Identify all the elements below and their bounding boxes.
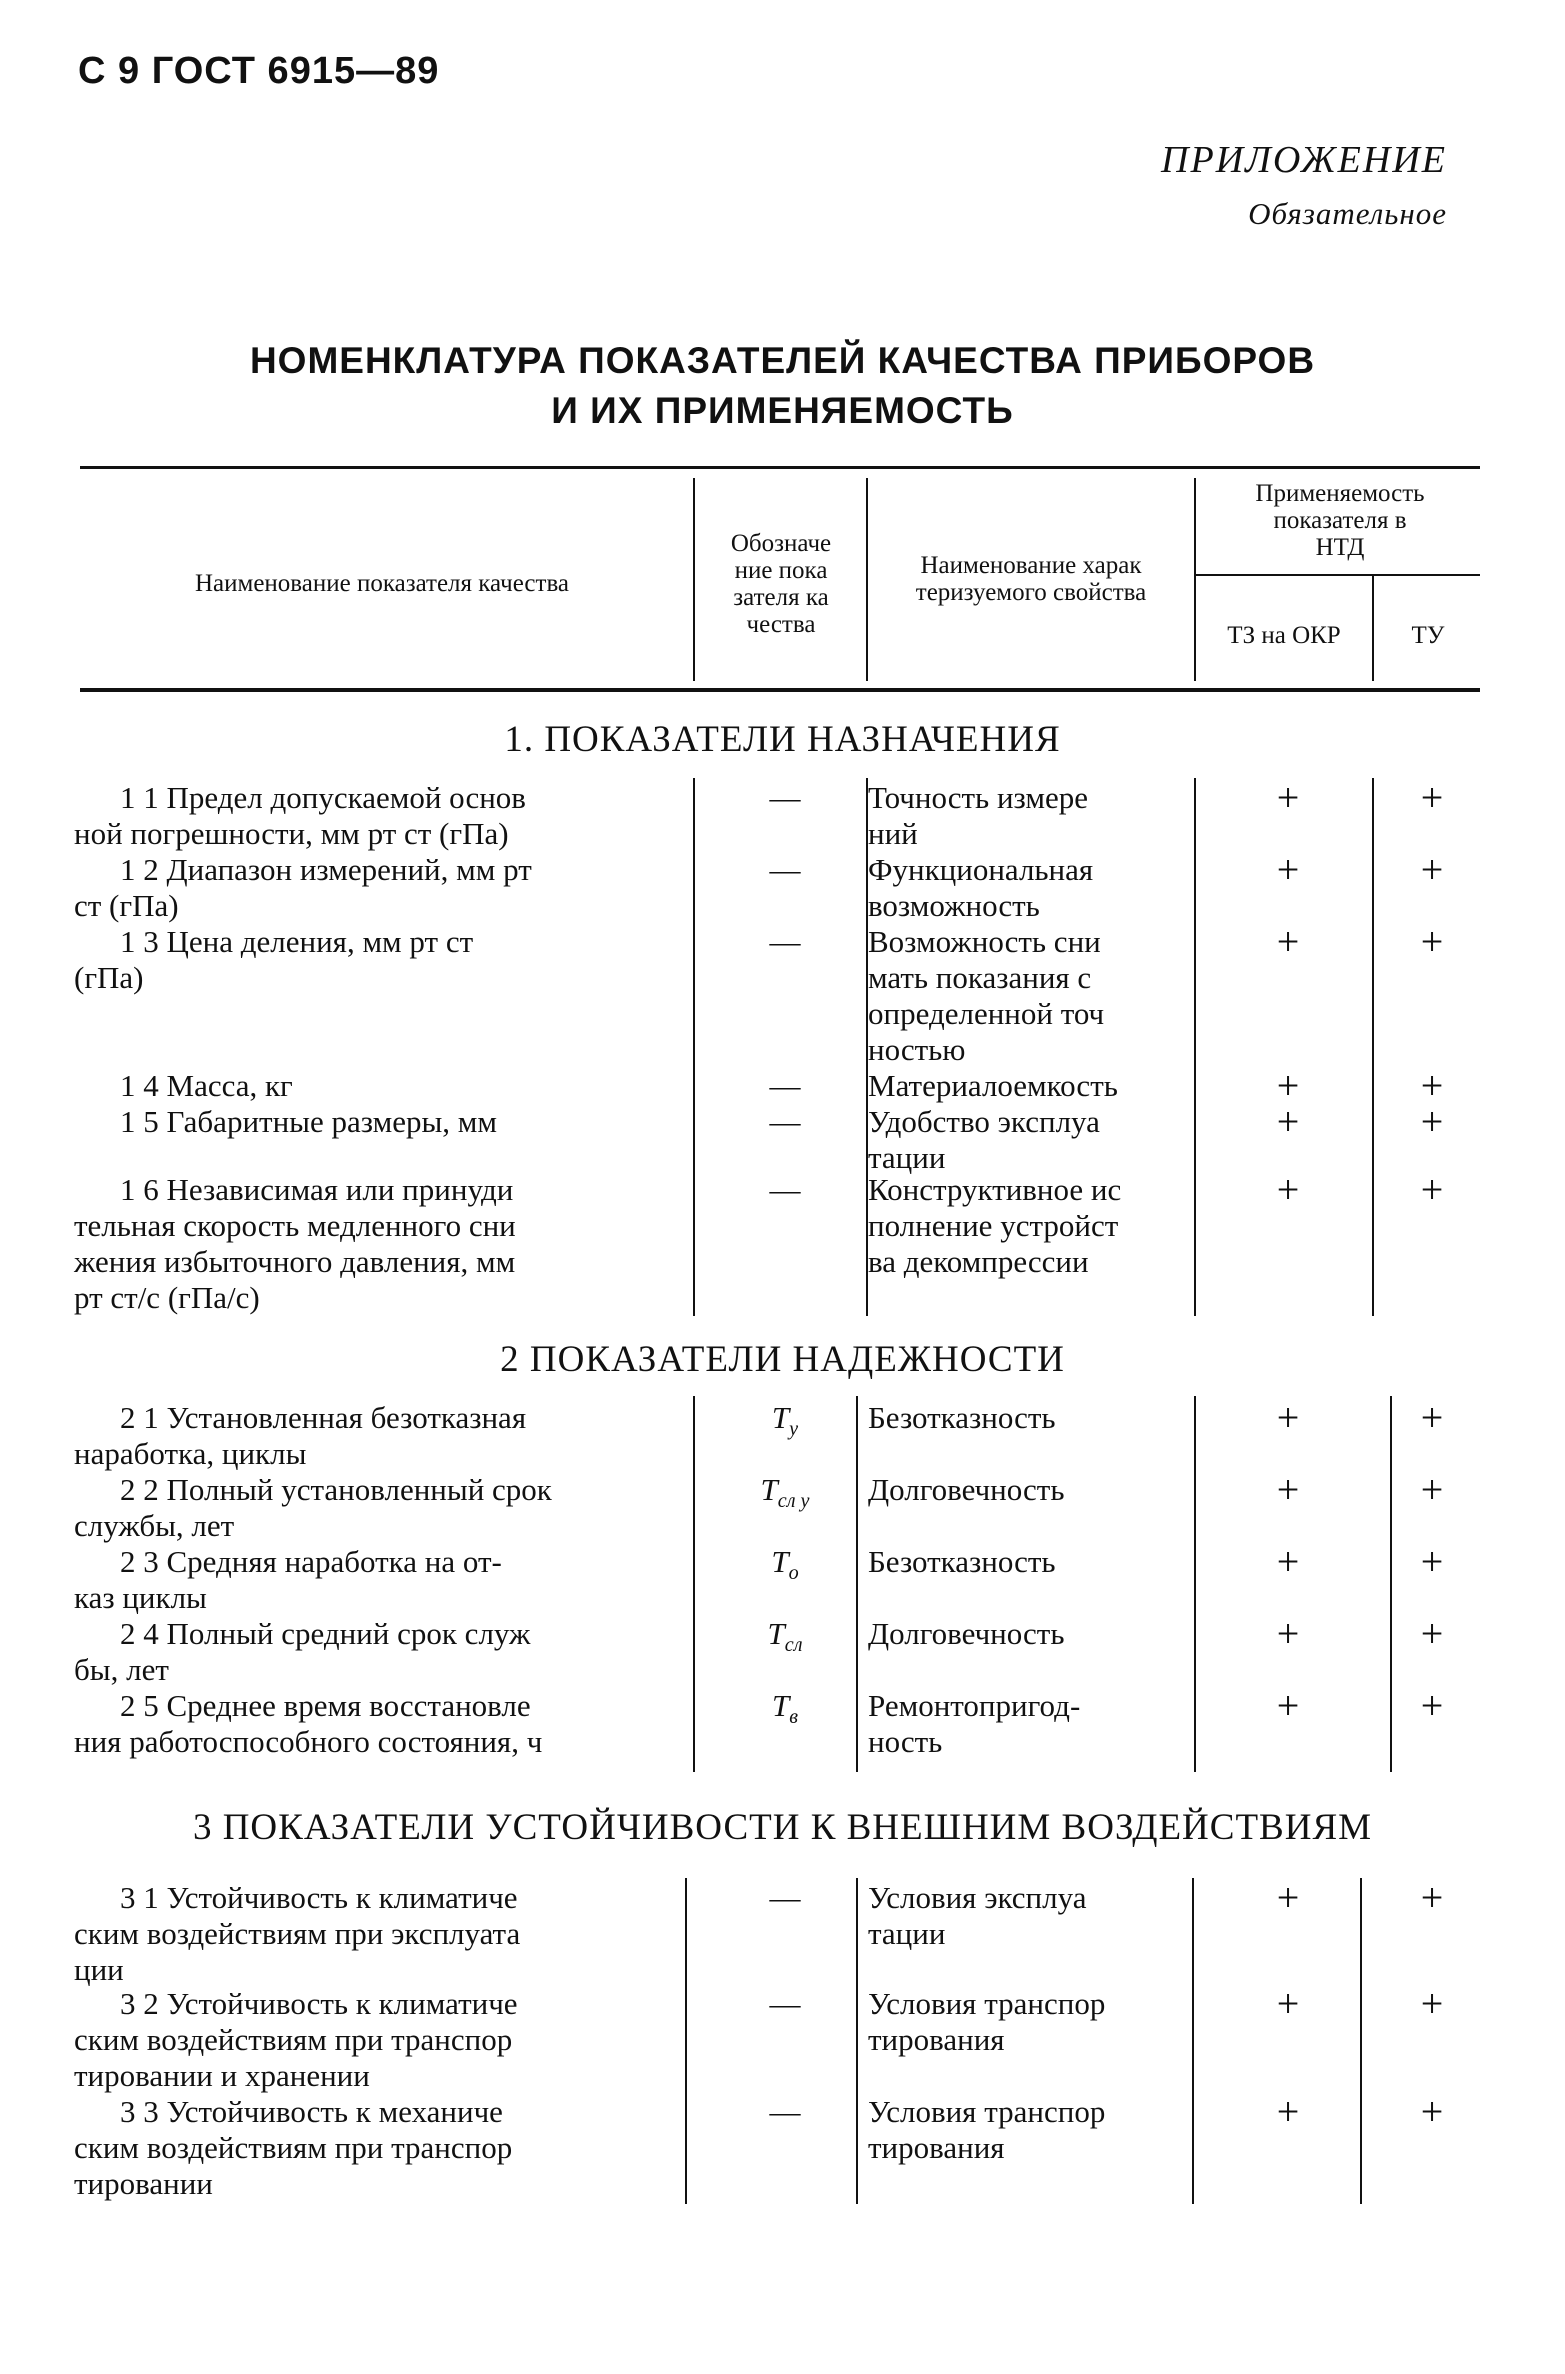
table-row-2-5-symbol: $T_в$ bbox=[772, 1688, 798, 1729]
header-group-divider bbox=[1194, 574, 1480, 576]
table-row-3-2-tz: + bbox=[1276, 1981, 1300, 2026]
section-title: 3 ПОКАЗАТЕЛИ УСТОЙЧИВОСТИ К ВНЕШНИМ ВОЗДЕЙСТВИЯМ bbox=[192, 1807, 1373, 1848]
table-row-2-4-symbol: $T_{сл}$ bbox=[767, 1616, 803, 1657]
table-row-3-1-property: Условия эксплуа тации bbox=[868, 1880, 1087, 1951]
header-tz-okr: ТЗ на ОКР bbox=[1227, 622, 1341, 649]
table-row-3-1-tu: + bbox=[1420, 1875, 1444, 1920]
table-row-1-2-tz: + bbox=[1276, 847, 1300, 892]
table-row-2-2-tz: + bbox=[1276, 1467, 1300, 1512]
table-row-1-4-tz: + bbox=[1276, 1063, 1300, 1108]
header-symbol: Обозначе ние пока зателя ка чества bbox=[730, 530, 832, 638]
table-row-2-1-tz: + bbox=[1276, 1395, 1300, 1440]
table-row-3-3-property: Условия транспор тирования bbox=[868, 2094, 1106, 2165]
table-row-2-4-name: 2 4 Полный средний срок служ бы, лет bbox=[74, 1616, 531, 1687]
document-title bbox=[0, 336, 1565, 436]
table-row-1-5-tu: + bbox=[1420, 1099, 1444, 1144]
table-row-3-2-symbol: — bbox=[769, 1986, 801, 2021]
table-row-2-1-name: 2 1 Установленная безотказная наработка, циклы bbox=[74, 1400, 527, 1471]
table-row-3-2-tu: + bbox=[1420, 1981, 1444, 2026]
title-line-1: НОМЕНКЛАТУРА ПОКАЗАТЕЛЕЙ КАЧЕСТВА ПРИБОРОВ bbox=[249, 340, 1316, 381]
section2-divider-1 bbox=[693, 1396, 695, 1772]
table-row-2-2-symbol: $T_{сл у}$ bbox=[760, 1472, 810, 1513]
table-row-1-1-tz: + bbox=[1276, 775, 1300, 820]
table-row-1-1-name: 1 1 Предел допускаемой основ ной погрешности, мм рт ст (гПа) bbox=[74, 780, 526, 851]
table-row-2-5-tu: + bbox=[1420, 1683, 1444, 1728]
header-divider-2 bbox=[866, 478, 868, 681]
table-row-2-5-name: 2 5 Среднее время восстановле ния работоспособного состояния, ч bbox=[74, 1688, 543, 1759]
table-row-1-2-property: Функциональная возможность bbox=[868, 852, 1094, 923]
page-reference: С 9 ГОСТ 6915—89 bbox=[78, 50, 440, 92]
table-row-1-6-property: Конструктивное ис полнение устройст ва декомпрессии bbox=[868, 1172, 1122, 1279]
table-row-2-1-symbol: $T_у$ bbox=[771, 1400, 799, 1441]
table-header-bottom-rule bbox=[80, 688, 1480, 692]
table-row-2-3-tu: + bbox=[1420, 1539, 1444, 1584]
table-row-3-3-name: 3 3 Устойчивость к механиче ским воздействиям при транспор тировании bbox=[74, 2094, 513, 2201]
section-title: 2 ПОКАЗАТЕЛИ НАДЕЖНОСТИ bbox=[500, 1339, 1065, 1380]
table-row-1-4-symbol: — bbox=[769, 1068, 801, 1103]
header-property: Наименование харак теризуемого свойства bbox=[915, 552, 1147, 606]
table-row-2-5-property: Ремонтопригод- ность bbox=[868, 1688, 1081, 1759]
table-row-1-2-symbol: — bbox=[769, 852, 801, 887]
table-row-1-6-tz: + bbox=[1276, 1167, 1300, 1212]
table-row-3-3-tu: + bbox=[1420, 2089, 1444, 2134]
table-row-2-3-tz: + bbox=[1276, 1539, 1300, 1584]
appendix-label bbox=[1161, 138, 1447, 232]
table-row-1-6-name: 1 6 Независимая или принуди тельная скорость медленного сни жения избыточного давления, мм рт ст/с (гПа/с) bbox=[74, 1172, 516, 1315]
section1-divider-1 bbox=[693, 778, 695, 1316]
header-divider-1 bbox=[693, 478, 695, 681]
table-row-2-2-tu: + bbox=[1420, 1467, 1444, 1512]
appendix-status: Обязательное bbox=[1248, 196, 1447, 231]
table-row-1-4-property: Материалоемкость bbox=[868, 1068, 1118, 1103]
table-row-2-2-property: Долговечность bbox=[868, 1472, 1065, 1507]
table-row-2-3-property: Безотказность bbox=[868, 1544, 1056, 1579]
section-title: 1. ПОКАЗАТЕЛИ НАЗНАЧЕНИЯ bbox=[504, 719, 1061, 760]
table-row-3-1-tz: + bbox=[1276, 1875, 1300, 1920]
table-top-rule bbox=[80, 466, 1480, 469]
table-row-3-2-name: 3 2 Устойчивость к климатиче ским воздействиям при транспор тировании и хранении bbox=[74, 1986, 518, 2093]
header-tu: ТУ bbox=[1411, 622, 1445, 649]
table-row-1-1-tu: + bbox=[1420, 775, 1444, 820]
table-row-1-3-tu: + bbox=[1420, 919, 1444, 964]
table-row-3-1-symbol: — bbox=[769, 1880, 801, 1915]
table-row-2-1-property: Безотказность bbox=[868, 1400, 1056, 1435]
table-row-2-3-symbol: $T_о$ bbox=[771, 1544, 799, 1585]
title-line-2: И ИХ ПРИМЕНЯЕМОСТЬ bbox=[551, 390, 1014, 431]
table-row-2-2-name: 2 2 Полный установленный срок службы, лет bbox=[74, 1472, 552, 1543]
table-row-1-3-name: 1 3 Цена деления, мм рт ст (гПа) bbox=[74, 924, 474, 995]
table-row-1-5-tz: + bbox=[1276, 1099, 1300, 1144]
table-row-1-1-symbol: — bbox=[769, 780, 801, 815]
table-row-1-3-tz: + bbox=[1276, 919, 1300, 964]
table-row-1-5-property: Удобство эксплуа тации bbox=[868, 1104, 1100, 1175]
table-row-1-1-property: Точность измере ний bbox=[868, 780, 1088, 851]
table-row-2-4-property: Долговечность bbox=[868, 1616, 1065, 1651]
section3-divider-1 bbox=[685, 1878, 687, 2204]
table-row-3-1-name: 3 1 Устойчивость к климатиче ским воздействиям при эксплуата ции bbox=[74, 1880, 521, 1987]
table-row-2-4-tz: + bbox=[1276, 1611, 1300, 1656]
table-row-1-5-symbol: — bbox=[769, 1104, 801, 1139]
section3-divider-4 bbox=[1360, 1878, 1362, 2204]
table-row-1-4-name: 1 4 Масса, кг bbox=[120, 1068, 293, 1103]
header-applicability-group: Применяемость показателя в НТД bbox=[1255, 480, 1425, 561]
table-row-2-1-tu: + bbox=[1420, 1395, 1444, 1440]
table-row-1-2-tu: + bbox=[1420, 847, 1444, 892]
table-row-1-5-name: 1 5 Габаритные размеры, мм bbox=[120, 1104, 498, 1139]
table-row-1-4-tu: + bbox=[1420, 1063, 1444, 1108]
table-row-1-3-symbol: — bbox=[769, 924, 801, 959]
table-row-3-3-symbol: — bbox=[769, 2094, 801, 2129]
table-row-1-6-tu: + bbox=[1420, 1167, 1444, 1212]
section3-divider-2 bbox=[856, 1878, 858, 2204]
header-divider-3 bbox=[1194, 478, 1196, 681]
header-indicator-name: Наименование показателя качества bbox=[194, 570, 570, 597]
appendix-title: ПРИЛОЖЕНИЕ bbox=[1161, 139, 1447, 181]
table-row-3-2-property: Условия транспор тирования bbox=[868, 1986, 1106, 2057]
table-row-2-3-name: 2 3 Средняя наработка на от- каз циклы bbox=[74, 1544, 502, 1615]
table-row-3-3-tz: + bbox=[1276, 2089, 1300, 2134]
table-row-1-2-name: 1 2 Диапазон измерений, мм рт ст (гПа) bbox=[74, 852, 532, 923]
table-row-2-4-tu: + bbox=[1420, 1611, 1444, 1656]
table-row-1-3-property: Возможность сни мать показания с определенной точ ностью bbox=[868, 924, 1105, 1067]
table-row-1-6-symbol: — bbox=[769, 1172, 801, 1207]
table-row-2-5-tz: + bbox=[1276, 1683, 1300, 1728]
